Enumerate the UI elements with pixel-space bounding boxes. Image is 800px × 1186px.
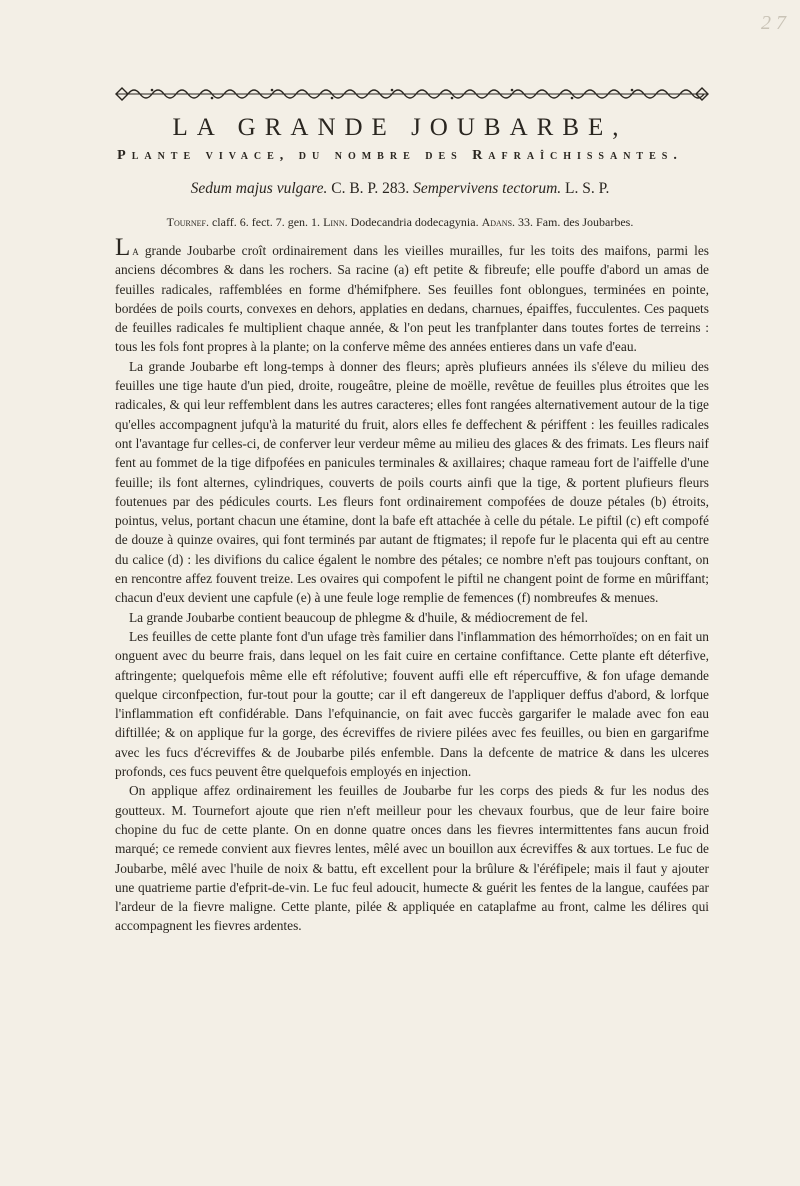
synonym-ref-1: C. B. P. 283. <box>327 180 414 197</box>
paragraph-5: On applique affez ordinairement les feuilles de Joubarbe fur les corps des pieds & fur les nodus des goutteux. M. Tournefort ajoute que rien n'eft meilleur pour les chevaux fourbus, que de leur faire boire chopine du fuc de cette plante. On en donne quatre onces dans les fievres intermittentes fans aucun froid marqué; ce remede convient aux fievres lentes, mêlé avec un bouillon aux écreviffes & aux tortues. Le fuc de Joubarbe, mêlé avec l'huile de noix & battu, eft excellent pour la brûlure & l'éréfipele; mais il faut y ajouter une quatrieme partie d'efprit-de-vin. Le fuc feul adoucit, humecte & guérit les fentes de la langue, caufées par l'ardeur de la fievre maligne. Cette plante, pilée & appliquée en cataplafme au front, calme les délires qui accompagnent les fievres ardentes. <box>115 783 709 934</box>
page-title: LA GRANDE JOUBARBE, <box>172 114 628 141</box>
paragraph-3: La grande Joubarbe contient beaucoup de phlegme & d'huile, & médiocrement de fel. <box>129 609 589 625</box>
ref-author-tournefort: Tournef. <box>166 215 209 229</box>
paragraph-4: Les feuilles de cette plante font d'un ufage très familier dans l'inflammation des hémorrhoïdes; on en fait un onguent avec du beurre frais, dans lequel on les fait cuire en certaine confiftance. Cette plante eft déterfive, aftringente; quelquefois même elle eft réfolutive; fouvent auffi elle eft répercuffive, & fon ufage demande quelque circonfpection, fur-tout pour la goutte; car il eft dangereux de l'appliquer deffus d'abord, & lorfque l'inflammation eft confidérable. Dans l'efquinancie, on fait avec fuccès gargarifer le malade avec fon eau diftillée; & on applique fur la gorge, des écreviffes de riviere pilées avec fes feuilles, ou bien en gargarifme avec les fucs d'écreviffes & de Joubarbe pilés enfemble. Dans la defcente de matrice & dans les ulceres profonds, ces fucs peuvent être quelquefois employés en injection. <box>115 628 709 780</box>
page-corner-mark: 2 7 <box>761 12 786 34</box>
paragraph-1 <box>115 234 709 357</box>
botanical-synonym-line <box>0 180 800 198</box>
synonym-name-2: Sempervivens tectorum. <box>413 180 562 197</box>
ref-author-adanson: Adans. <box>481 215 516 229</box>
paragraph-1-text: grande Joubarbe croît ordinairement dans les vieilles murailles, fur les toits des maifons, parmi les anciens décombres & dans les rochers. Sa racine (a) eft petite & fibreufe; elle pouffe d'abord un amas de feuilles radicales, raffemblées en forme d'hémifphere. Ses feuilles font oblongues, terminées en pointe, bordées de poils courts, convexes en dehors, applaties en dedans, charnues, épaiffes, fucculentes. Ces paquets de feuilles radicales fe multiplient chaque année, & l'on peut les tranfplanter dans toutes fortes de terreins : tous les fols font propres à la plante; on la conferve même des années entieres dans un vafe d'eau. <box>115 243 709 355</box>
synonym-name-1: Sedum majus vulgare. <box>190 180 328 197</box>
drop-cap-continuation: a <box>132 243 139 258</box>
ref-text-3: 33. Fam. des Joubarbes. <box>515 215 634 229</box>
paragraph-2: La grande Joubarbe eft long-temps à donner des fleurs; après plufieurs années ils s'éleve du milieu des feuilles une tige haute d'un pied, droite, rougeâtre, pleine de moëlle, revêtue de feuilles plus étroites que les radicales, & qui leur reffemblent dans les autres caracteres; elles font rangées alternativement autour de la tige qu'elles accompagnent jufqu'à la maturité du fruit, alors elles fe deffechent & périffent : les feuilles radicales ont l'avantage fur celles-ci, de conferver leur verdeur même au milieu des glaces & des frimats. Les fleurs naif fent au fommet de la tige difpofées en panicules terminales & axillaires; chaque rameau fort de l'aiffelle d'une feuille; ils font alternes, cylindriques, couverts de poils courts ainfi que la tige, & portent plufieurs fleurs foutenues par des pédicules courts. Les fleurs font ordinairement compofées de douze pétales (b) étroits, pointus, velus, portant chacun une étamine, dont la bafe eft attachée à celle du pétale. Le piftil (c) eft compofé de douze à quinze ovaires, qui font terminés par autant de ftigmates; il repofe fur le placenta qui eft au centre du calice (d) : les divifions du calice égalent le nombre des pétales; ce nombre n'eft pas toujours conftant, on en rencontre affez fouvent treize. Les ovaires qui compofent le piftil ne changent point de forme en mûriffant; chacun d'eux devient une capfule (e) à une feule loge remplie de femences (f) nombreufes & menues. <box>115 358 709 606</box>
ref-text-1: claff. 6. fect. 7. gen. 1. <box>208 215 324 229</box>
article-body <box>115 234 709 936</box>
decorative-header-ornament <box>112 84 712 104</box>
ref-author-linnaeus: Linn. <box>323 215 348 229</box>
drop-cap: L <box>115 234 133 261</box>
synonym-ref-2: L. S. P. <box>561 180 610 197</box>
ref-text-2: Dodecandria dodecagynia. <box>347 215 482 229</box>
page-subtitle: Plante vivace, du nombre des Rafraîchissantes. <box>117 148 683 163</box>
classification-references <box>0 215 800 230</box>
